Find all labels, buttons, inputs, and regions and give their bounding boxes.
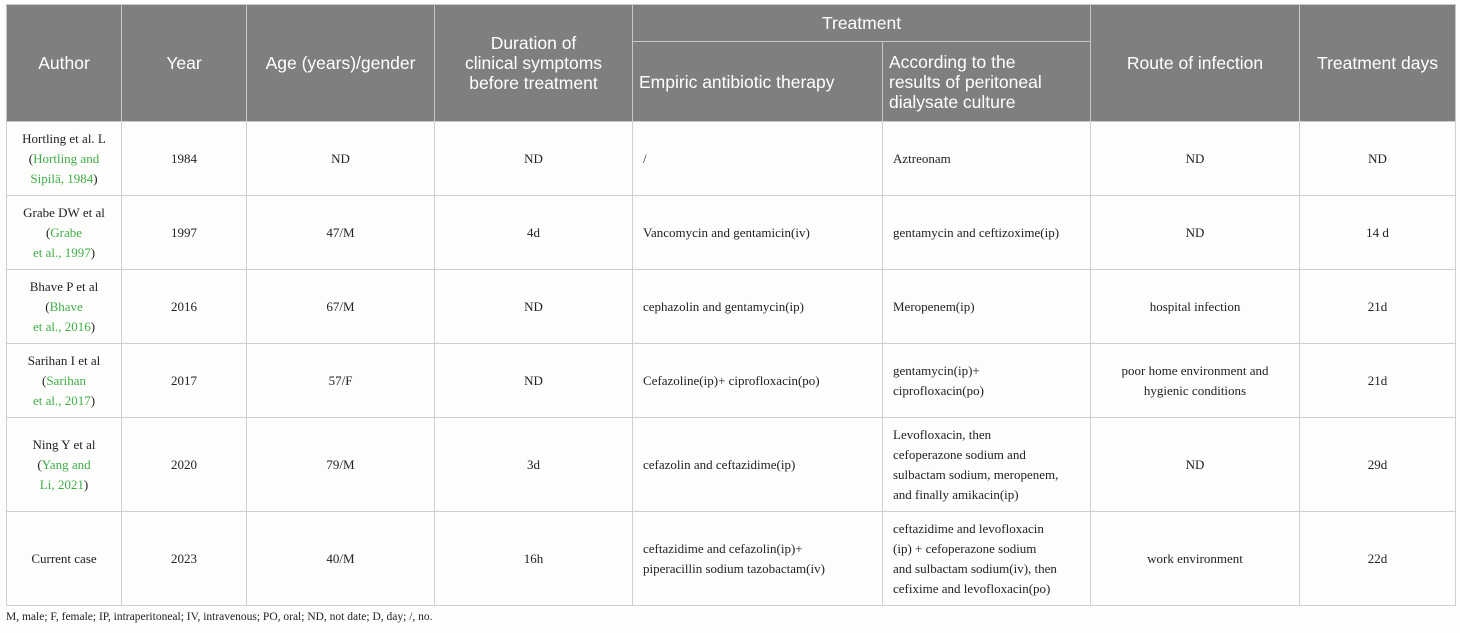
citation-link[interactable]: Yang and [41, 456, 91, 472]
author-cell [7, 512, 122, 606]
header-culture [883, 42, 1091, 122]
table-row [7, 270, 1456, 344]
citation-link[interactable]: et al., 1997 [32, 244, 91, 260]
author-name: Grabe DW et al [23, 204, 105, 220]
empiric-cell: cefazolin and ceftazidime(ip) [633, 418, 883, 512]
culture-cell: Levofloxacin, then cefoperazone sodium and sulbactam sodium, meropenem, and finally amikacin(ip) [883, 418, 1091, 512]
header-year: Year [122, 5, 247, 122]
year-cell: 1997 [122, 196, 247, 270]
empiric-cell: Vancomycin and gentamicin(iv) [633, 196, 883, 270]
author-name: Hortling et al. L [22, 130, 106, 146]
header-culture-line: dialysate culture [889, 91, 1016, 112]
days-cell: 14 d [1300, 196, 1456, 270]
route-cell: hospital infection [1091, 270, 1300, 344]
citation-link[interactable]: Sarihan [46, 372, 87, 388]
case-comparison-table [6, 4, 1456, 606]
year-cell: 2017 [122, 344, 247, 418]
age-gender-cell: 40/M [247, 512, 435, 606]
duration-cell: 16h [435, 512, 633, 606]
author-name: Bhave P et al [29, 278, 99, 294]
header-author: Author [7, 5, 122, 122]
days-cell: 21d [1300, 270, 1456, 344]
days-cell: 21d [1300, 344, 1456, 418]
author-cell: Bhave P et al (Bhave et al., 2016) [7, 270, 122, 344]
header-treatment-days: Treatment days [1300, 5, 1456, 122]
year-cell: 2016 [122, 270, 247, 344]
route-cell: poor home environment and hygienic conditions [1091, 344, 1300, 418]
empiric-cell: / [633, 122, 883, 196]
duration-cell: ND [435, 344, 633, 418]
citation-link[interactable]: Grabe [50, 224, 83, 240]
header-row-1 [7, 5, 1456, 42]
author-cell: Sarihan I et al (Sarihan et al., 2017) [7, 344, 122, 418]
age-gender-cell: 47/M [247, 196, 435, 270]
culture-cell: gentamycin(ip)+ ciprofloxacin(po) [883, 344, 1091, 418]
age-gender-cell: ND [247, 122, 435, 196]
citation-link[interactable]: Hortling and [33, 150, 100, 166]
duration-cell: ND [435, 270, 633, 344]
year-cell: 2023 [122, 512, 247, 606]
citation-link[interactable]: et al., 2017 [32, 392, 91, 408]
duration-cell: ND [435, 122, 633, 196]
citation-link[interactable]: Li, 2021 [39, 476, 84, 492]
route-cell: ND [1091, 418, 1300, 512]
culture-cell: gentamycin and ceftizoxime(ip) [883, 196, 1091, 270]
citation-link[interactable]: Sipilä, 1984 [30, 170, 94, 186]
duration-cell: 3d [435, 418, 633, 512]
table-footnote: M, male; F, female; IP, intraperitoneal; IV, intravenous; PO, oral; ND, not date; D, day; /, no. [6, 611, 433, 623]
age-gender-cell: 57/F [247, 344, 435, 418]
days-cell: 22d [1300, 512, 1456, 606]
header-treatment: Treatment [633, 5, 1091, 42]
culture-cell: Aztreonam [883, 122, 1091, 196]
citation-link[interactable]: Bhave [49, 298, 83, 314]
header-empiric: Empiric antibiotic therapy [633, 42, 883, 122]
table-row [7, 344, 1456, 418]
header-duration-line: before treatment [469, 73, 598, 93]
author-name: Current case [31, 550, 97, 566]
age-gender-cell: 79/M [247, 418, 435, 512]
culture-cell: Meropenem(ip) [883, 270, 1091, 344]
header-age-gender: Age (years)/gender [247, 5, 435, 122]
route-cell: ND [1091, 196, 1300, 270]
header-route: Route of infection [1091, 5, 1300, 122]
route-cell: ND [1091, 122, 1300, 196]
days-cell: 29d [1300, 418, 1456, 512]
age-gender-cell: 67/M [247, 270, 435, 344]
header-culture-line: results of peritoneal [889, 71, 1042, 92]
empiric-cell: ceftazidime and cefazolin(ip)+ piperacillin sodium tazobactam(iv) [633, 512, 883, 606]
culture-cell: ceftazidime and levofloxacin (ip) + cefoperazone sodium and sulbactam sodium(iv), then cefixime and levofloxacin(po) [883, 512, 1091, 606]
header-culture-line: According to the [889, 51, 1016, 72]
author-cell: Ning Y et al (Yang and Li, 2021) [7, 418, 122, 512]
header-duration-line: clinical symptoms [464, 53, 603, 73]
author-name: Sarihan I et al [27, 352, 101, 368]
header-duration-line: Duration of [490, 33, 577, 53]
header-duration [435, 5, 633, 122]
empiric-cell: Cefazoline(ip)+ ciprofloxacin(po) [633, 344, 883, 418]
author-cell: Hortling et al. L (Hortling and Sipilä, 1984) [7, 122, 122, 196]
table-row [7, 512, 1456, 606]
table-row [7, 122, 1456, 196]
table-row [7, 418, 1456, 512]
empiric-cell: cephazolin and gentamycin(ip) [633, 270, 883, 344]
author-cell: Grabe DW et al (Grabe et al., 1997) [7, 196, 122, 270]
route-cell: work environment [1091, 512, 1300, 606]
year-cell: 1984 [122, 122, 247, 196]
days-cell: ND [1300, 122, 1456, 196]
year-cell: 2020 [122, 418, 247, 512]
table-row [7, 196, 1456, 270]
author-name: Ning Y et al [32, 436, 96, 452]
duration-cell: 4d [435, 196, 633, 270]
citation-link[interactable]: et al., 2016 [32, 318, 91, 334]
